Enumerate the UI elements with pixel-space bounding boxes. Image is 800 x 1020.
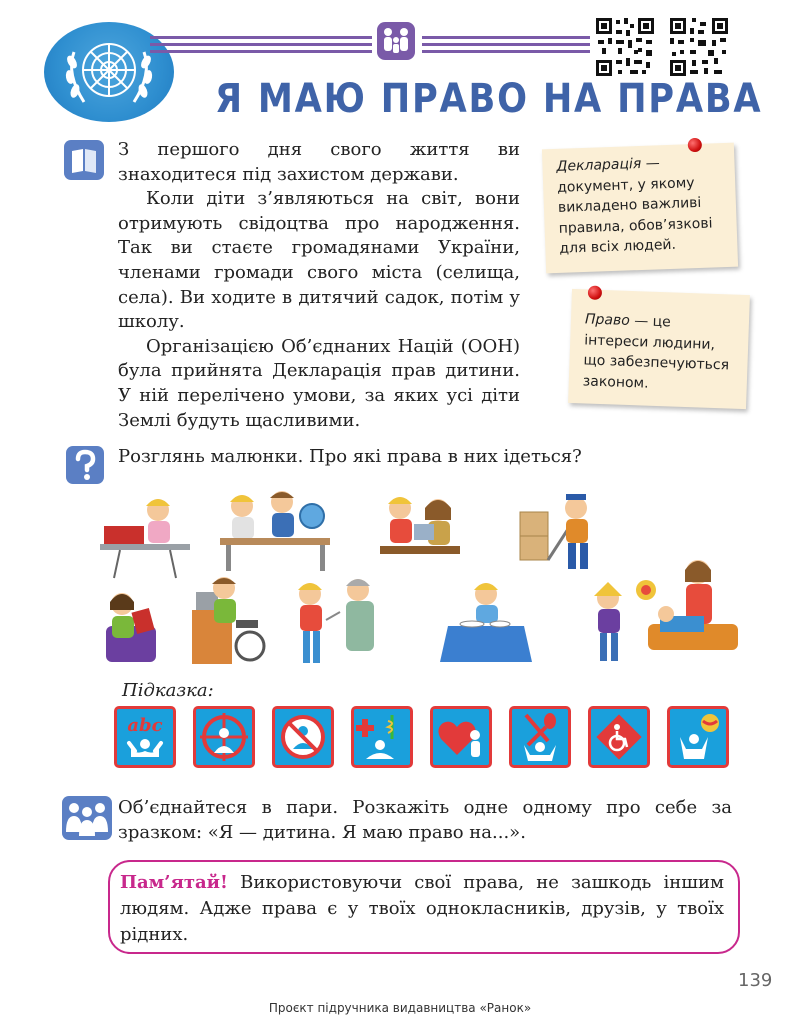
qr-code-icon[interactable] — [668, 16, 730, 78]
header-stripe — [150, 43, 372, 46]
footer-text: Проєкт підручника видавництва «Ранок» — [268, 1001, 532, 1015]
question-text: Розглянь малюнки. Про які права в них ідеться? — [118, 446, 582, 467]
header-stripe — [150, 36, 372, 39]
read-section-marker — [64, 140, 104, 180]
book-icon — [64, 140, 104, 180]
children-reading-on-bench-illustration — [380, 497, 460, 554]
note-term: Декларація — [556, 155, 642, 175]
children-illustrations — [100, 486, 740, 670]
intro-paragraph: Коли діти з’являються на світ, вони отримують свідоцтва про народження. Так ви стаєте громадянами України, членами громади свого міста (селища, села). Ви ходите в дитячий садок, потім у школу. — [118, 188, 520, 333]
disability-support-icon — [588, 706, 650, 768]
page-title: Я МАЮ ПРАВО НА ПРАВА — [215, 76, 763, 122]
intro-text — [118, 138, 520, 433]
question-marker — [66, 446, 104, 484]
love-care-icon — [430, 706, 492, 768]
child-at-computer-illustration — [192, 577, 264, 664]
header-stripe — [422, 50, 590, 53]
remember-body: Використовуючи свої права, не зашкодь іншим людям. Адже права є у твоїх однокласників, друзів, у твоїх рідних. — [120, 872, 724, 945]
students-at-desk-illustration — [220, 491, 330, 571]
abc-text: abc — [127, 715, 163, 736]
family-icon — [377, 22, 415, 60]
girl-reading-illustration — [106, 593, 156, 662]
page-number: 139 — [738, 970, 773, 991]
intro-paragraph: Організацією Об’єднаних Націй (ООН) була прийнята Декларація прав дитини. У ній перелічено умови, за яких усі діти Землі будуть щасливими. — [118, 335, 520, 431]
qr-code-icon[interactable] — [594, 16, 656, 78]
health-care-icon — [351, 706, 413, 768]
children-playing-and-caring-illustration — [594, 560, 738, 661]
pair-work-marker — [62, 796, 112, 840]
hint-label: Підказка: — [122, 680, 214, 701]
remember-label: Пам’ятай! — [120, 872, 228, 893]
group-icon — [62, 796, 112, 840]
food-icon — [509, 706, 571, 768]
note-definition: — це інтереси людини, що забезпечуються законом. — [582, 312, 730, 392]
intro-paragraph: З першого дня свого життя ви знаходитеся під захистом держави. — [118, 139, 520, 185]
target-safety-icon — [193, 706, 255, 768]
abc-education-icon — [114, 706, 176, 768]
question-mark-icon — [66, 446, 104, 484]
remember-text — [120, 870, 724, 948]
note-definition: — документ, у якому викладено важливі правила, обов’язкові для всіх людей. — [556, 155, 713, 257]
family-badge — [377, 22, 415, 60]
child-working-with-boxes-illustration — [520, 494, 588, 569]
note-term: Право — [584, 311, 631, 329]
no-violence-icon — [272, 706, 334, 768]
child-ironing-illustration — [100, 499, 190, 578]
play-leisure-icon — [667, 706, 729, 768]
declaration-note — [542, 143, 738, 274]
right-note — [568, 289, 750, 409]
child-eating-illustration — [440, 583, 532, 662]
pairs-task-text: Об’єднайтеся в пари. Розкажіть одне одному про себе за зразком: «Я — дитина. Я маю право на...». — [118, 797, 732, 843]
doctor-examining-child-illustration — [298, 579, 374, 663]
header-stripe — [150, 50, 372, 53]
header-stripe — [422, 43, 590, 46]
header-stripe — [422, 36, 590, 39]
